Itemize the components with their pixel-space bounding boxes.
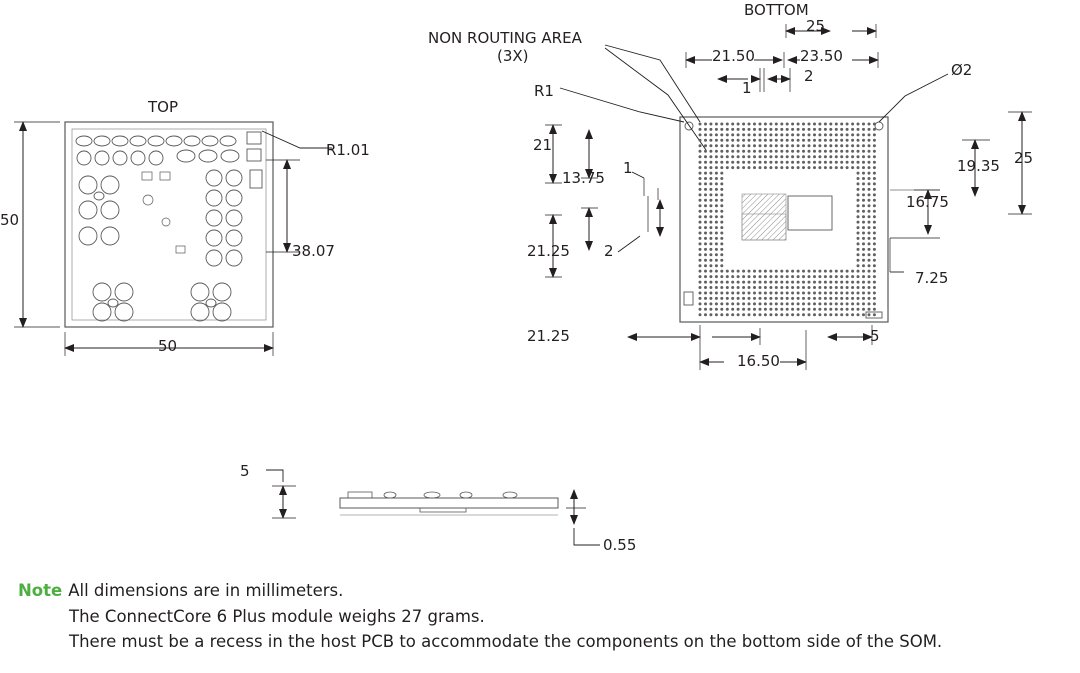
bottom-dim-left-2: 2 [604, 242, 614, 260]
top-dim-width-50: 50 [158, 337, 178, 355]
callout-non-routing-area: NON ROUTING AREA [428, 29, 582, 47]
top-dim-height-50: 50 [0, 211, 20, 229]
bottom-dim-bottom-5: 5 [870, 327, 880, 345]
callout-r1-01: R1.01 [326, 141, 370, 159]
bottom-dim-top-25: 25 [806, 17, 826, 35]
bottom-dim-top-1: 1 [742, 79, 752, 97]
bottom-dim-right-25: 25 [1014, 149, 1034, 167]
note-line-2: The ConnectCore 6 Plus module weighs 27 grams. [69, 606, 485, 626]
bottom-dim-16-75: 16.75 [906, 193, 949, 211]
callout-non-routing-qty: (3X) [497, 47, 529, 65]
bottom-dim-23-50: 23.50 [800, 47, 843, 65]
callout-diameter-2: Ø2 [951, 61, 973, 79]
note-line-1: All dimensions are in millimeters. [68, 581, 344, 600]
bottom-dim-19-35: 19.35 [957, 157, 1000, 175]
top-dim-38-07: 38.07 [292, 242, 335, 260]
bottom-dim-7-25: 7.25 [915, 269, 949, 287]
bottom-dim-left-21-25: 21.25 [527, 242, 570, 260]
bottom-dim-left-21: 21 [533, 136, 553, 154]
bottom-dim-13-75: 13.75 [562, 169, 605, 187]
note-line-3: There must be a recess in the host PCB to accommodate the components on the bottom side of the SOM. [69, 632, 943, 652]
notes-block [18, 578, 942, 655]
side-view [266, 470, 600, 545]
bottom-dim-bottom-21-25: 21.25 [527, 327, 570, 345]
side-dim-5: 5 [240, 462, 250, 480]
side-dim-0-55: 0.55 [603, 536, 637, 554]
top-view [14, 122, 332, 356]
bottom-dim-16-50: 16.50 [737, 352, 780, 370]
bottom-view-title: BOTTOM [744, 1, 809, 19]
note-keyword: Note [18, 581, 63, 600]
callout-r1: R1 [534, 82, 554, 100]
bottom-dim-left-1: 1 [623, 159, 633, 177]
bottom-dim-21-50: 21.50 [712, 47, 755, 65]
top-view-title: TOP [148, 98, 179, 116]
bottom-dim-top-2: 2 [804, 67, 814, 85]
bga-ball-array [699, 123, 876, 317]
